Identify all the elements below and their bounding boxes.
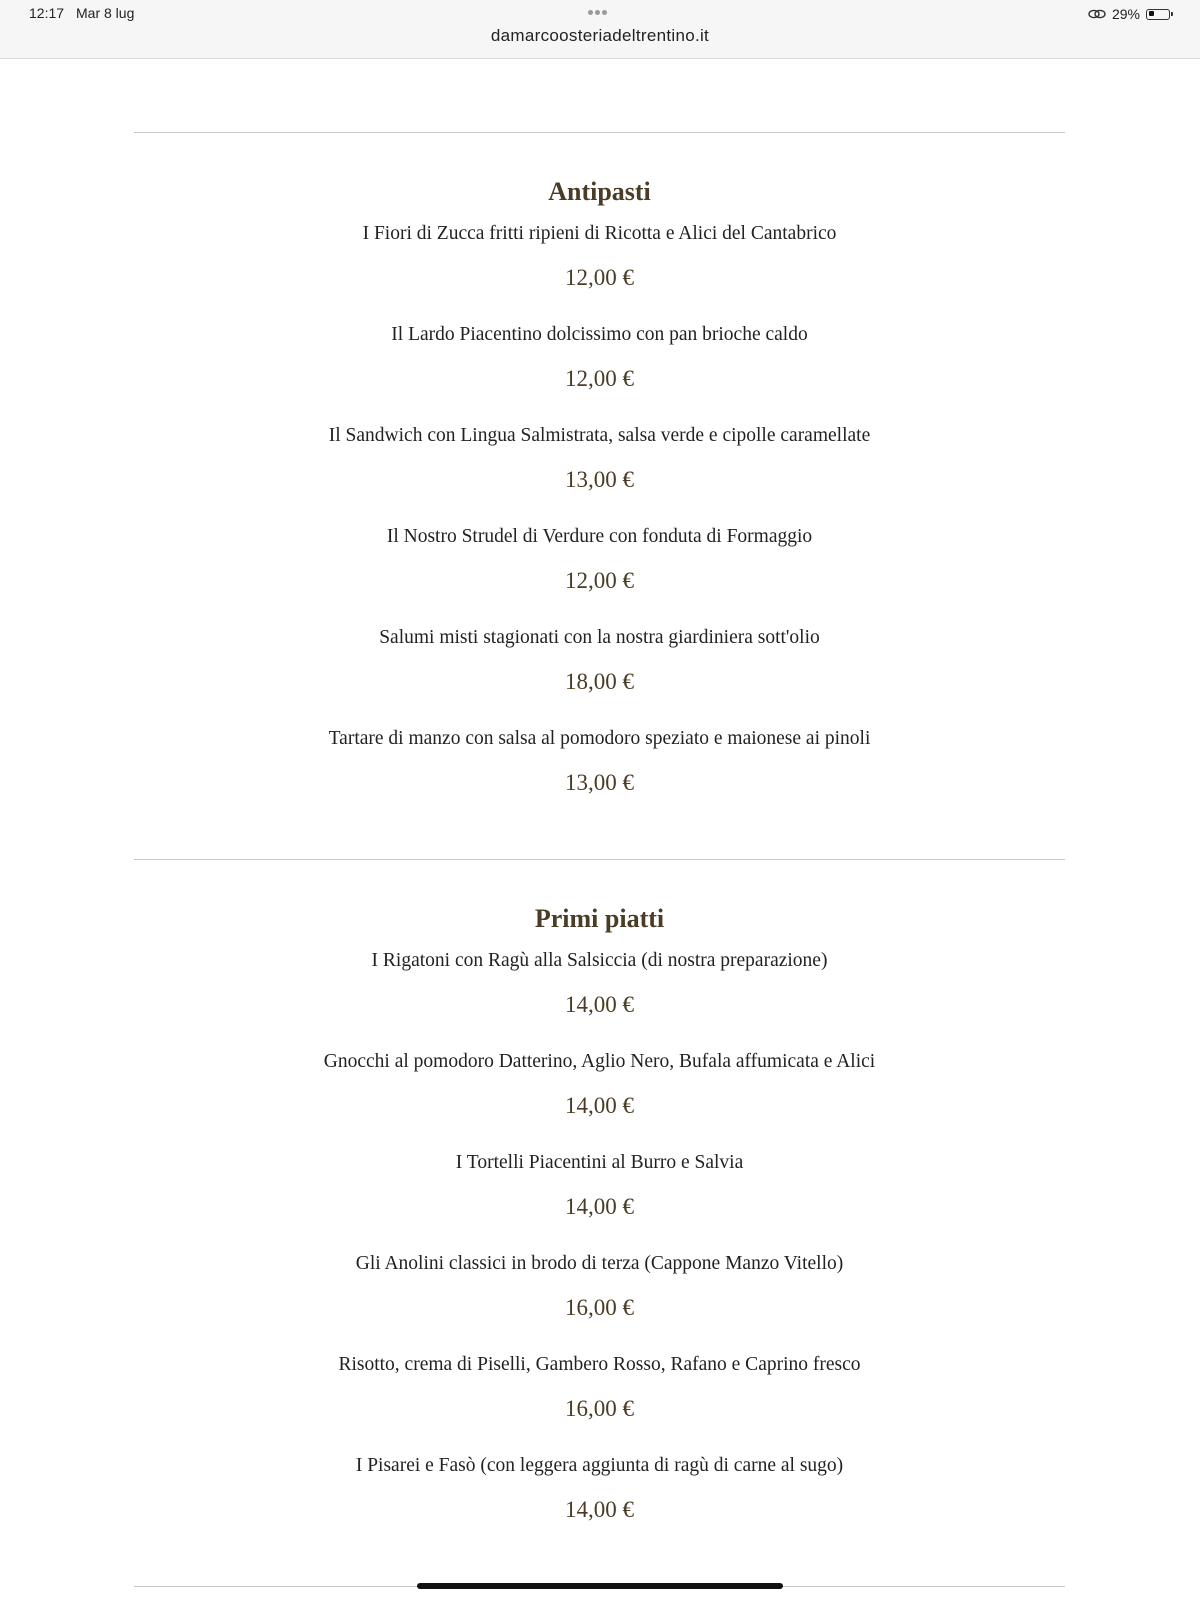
status-right-group xyxy=(1088,4,1170,24)
status-date: Mar 8 lug xyxy=(76,5,135,21)
menu-item xyxy=(134,1344,1065,1445)
menu-item-price: 14,00 € xyxy=(565,1194,634,1219)
section-title: Antipasti xyxy=(548,177,651,206)
menu-item-price: 16,00 € xyxy=(565,1396,634,1421)
menu-item-price: 12,00 € xyxy=(565,568,634,593)
menu-item xyxy=(134,1041,1065,1142)
menu-item xyxy=(134,940,1065,1041)
menu-item-price: 12,00 € xyxy=(565,265,634,290)
menu-item-name: I Pisarei e Fasò (con leggera aggiunta di ragù di carne al sugo) xyxy=(355,1455,844,1476)
menu-item-price: 18,00 € xyxy=(565,669,634,694)
home-indicator[interactable] xyxy=(417,1583,783,1589)
menu-item xyxy=(134,1142,1065,1243)
restaurant-menu xyxy=(134,132,1065,1587)
menu-item-price: 13,00 € xyxy=(565,467,634,492)
menu-item-name: Tartare di manzo con salsa al pomodoro speziato e maionese ai pinoli xyxy=(328,728,871,749)
battery-percent: 29% xyxy=(1111,6,1140,22)
address-bar-url[interactable]: damarcoosteriadeltrentino.it xyxy=(490,26,710,45)
menu-item-name: I Fiori di Zucca fritti ripieni di Ricotta e Alici del Cantabrico xyxy=(362,223,837,244)
menu-item-name: I Rigatoni con Ragù alla Salsiccia (di nostra preparazione) xyxy=(371,950,828,971)
tab-dots-icon[interactable] xyxy=(588,10,612,16)
menu-item-name: Il Lardo Piacentino dolcissimo con pan brioche caldo xyxy=(391,324,808,345)
menu-item-price: 14,00 € xyxy=(565,1093,634,1118)
menu-item-name: Salumi misti stagionati con la nostra giardiniera sott'olio xyxy=(379,627,820,648)
menu-item-name: Il Sandwich con Lingua Salmistrata, salsa verde e cipolle caramellate xyxy=(328,425,871,446)
menu-item-name: Gli Anolini classici in brodo di terza (Cappone Manzo Vitello) xyxy=(355,1253,844,1274)
menu-item-price: 16,00 € xyxy=(565,1295,634,1320)
browser-status-bar xyxy=(0,0,1200,59)
menu-item xyxy=(134,213,1065,314)
battery-fill xyxy=(1149,11,1154,16)
menu-item xyxy=(134,314,1065,415)
menu-section xyxy=(134,859,1065,1586)
menu-item xyxy=(134,516,1065,617)
link-icon xyxy=(1088,8,1106,20)
menu-item-name: Risotto, crema di Piselli, Gambero Rosso, Rafano e Caprino fresco xyxy=(338,1354,861,1375)
battery-icon xyxy=(1146,9,1170,20)
menu-item xyxy=(134,617,1065,718)
menu-section xyxy=(134,132,1065,859)
menu-item-price: 14,00 € xyxy=(565,992,634,1017)
menu-item-price: 13,00 € xyxy=(565,770,634,795)
menu-item-name: Il Nostro Strudel di Verdure con fonduta di Formaggio xyxy=(386,526,813,547)
section-title: Primi piatti xyxy=(534,904,665,933)
menu-item xyxy=(134,718,1065,819)
menu-item-price: 14,00 € xyxy=(565,1497,634,1522)
menu-item xyxy=(134,415,1065,516)
menu-item xyxy=(134,1445,1065,1546)
status-time: 12:17 xyxy=(29,5,65,21)
menu-item-name: I Tortelli Piacentini al Burro e Salvia xyxy=(455,1152,744,1173)
menu-item xyxy=(134,1243,1065,1344)
menu-item-price: 12,00 € xyxy=(565,366,634,391)
menu-item-name: Gnocchi al pomodoro Datterino, Aglio Nero, Bufala affumicata e Alici xyxy=(323,1051,876,1072)
